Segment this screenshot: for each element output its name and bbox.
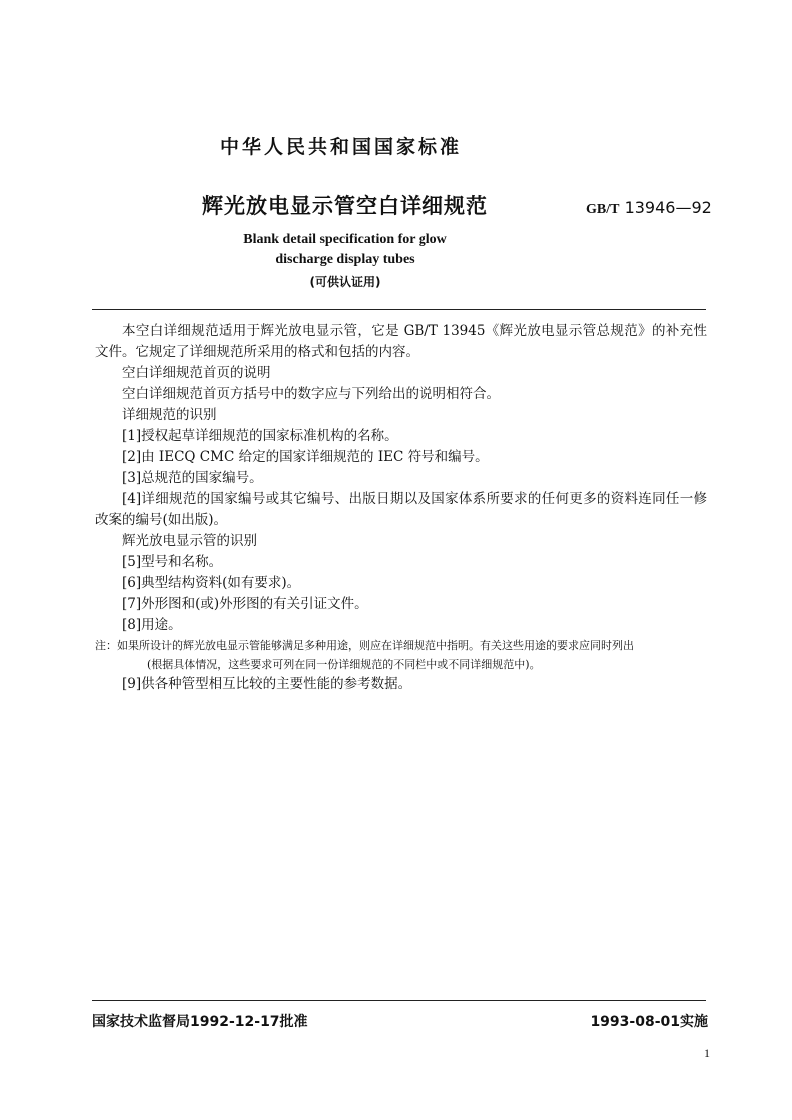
note-line-1: 注：如果所设计的辉光放电显示管能够满足多种用途，则应在详细规范中指明。有关这些用途的要求应同时列出 (95, 639, 634, 652)
tube-identification-heading: 辉光放电显示管的识别 (122, 533, 257, 549)
list-item: [3]总规范的国家编号。 (122, 470, 263, 486)
intro-paragraph: 本空白详细规范适用于辉光放电显示管，它是 GB/T 13945《辉光放电显示管总规范》的补充性文件。它规定了详细规范所采用的格式和包括的内容。 (95, 323, 707, 360)
english-title (0, 230, 690, 270)
list-item: [1]授权起草详细规范的国家标准机构的名称。 (122, 428, 398, 444)
list-item: [9]供各种管型相互比较的主要性能的参考数据。 (122, 676, 412, 692)
document-title: 辉光放电显示管空白详细规范 (202, 194, 488, 218)
top-divider (92, 309, 706, 310)
certification-note: (可供认证用) (309, 275, 381, 289)
standard-code-prefix: GB/T (586, 202, 620, 217)
list-item: [8]用途。 (122, 617, 182, 633)
note-line-2: (根据具体情况，这些要求可列在同一份详细规范的不同栏中或不同详细规范中)。 (147, 658, 541, 671)
list-item: [7]外形图和(或)外形图的有关引证文件。 (122, 596, 368, 612)
list-item: [5]型号和名称。 (122, 554, 223, 570)
list-item: [4]详细规范的国家编号或其它编号、出版日期以及国家体系所要求的任何更多的资料连同任一修改案的编号(如出版)。 (95, 491, 707, 528)
english-title-line1: Blank detail specification for glow (243, 232, 447, 247)
national-standard-heading: 中华人民共和国国家标准 (219, 136, 462, 158)
english-title-line2: discharge display tubes (275, 252, 415, 267)
front-page-heading: 空白详细规范首页的说明 (122, 365, 271, 381)
list-item: [2]由 IECQ CMC 给定的国家详细规范的 IEC 符号和编号。 (122, 449, 489, 465)
spec-identification-heading: 详细规范的识别 (122, 407, 217, 423)
approval-line: 国家技术监督局1992-12-17批准 (92, 1014, 308, 1030)
page-number: 1 (704, 1046, 710, 1060)
standard-code-number: 13946—92 (624, 198, 712, 217)
effective-date: 1993-08-01实施 (590, 1014, 708, 1030)
document-body (95, 321, 707, 695)
front-page-description: 空白详细规范首页方括号中的数字应与下列给出的说明相符合。 (122, 386, 500, 402)
list-item: [6]典型结构资料(如有要求)。 (122, 575, 301, 591)
bottom-divider (92, 1000, 706, 1001)
standard-code (586, 198, 712, 218)
